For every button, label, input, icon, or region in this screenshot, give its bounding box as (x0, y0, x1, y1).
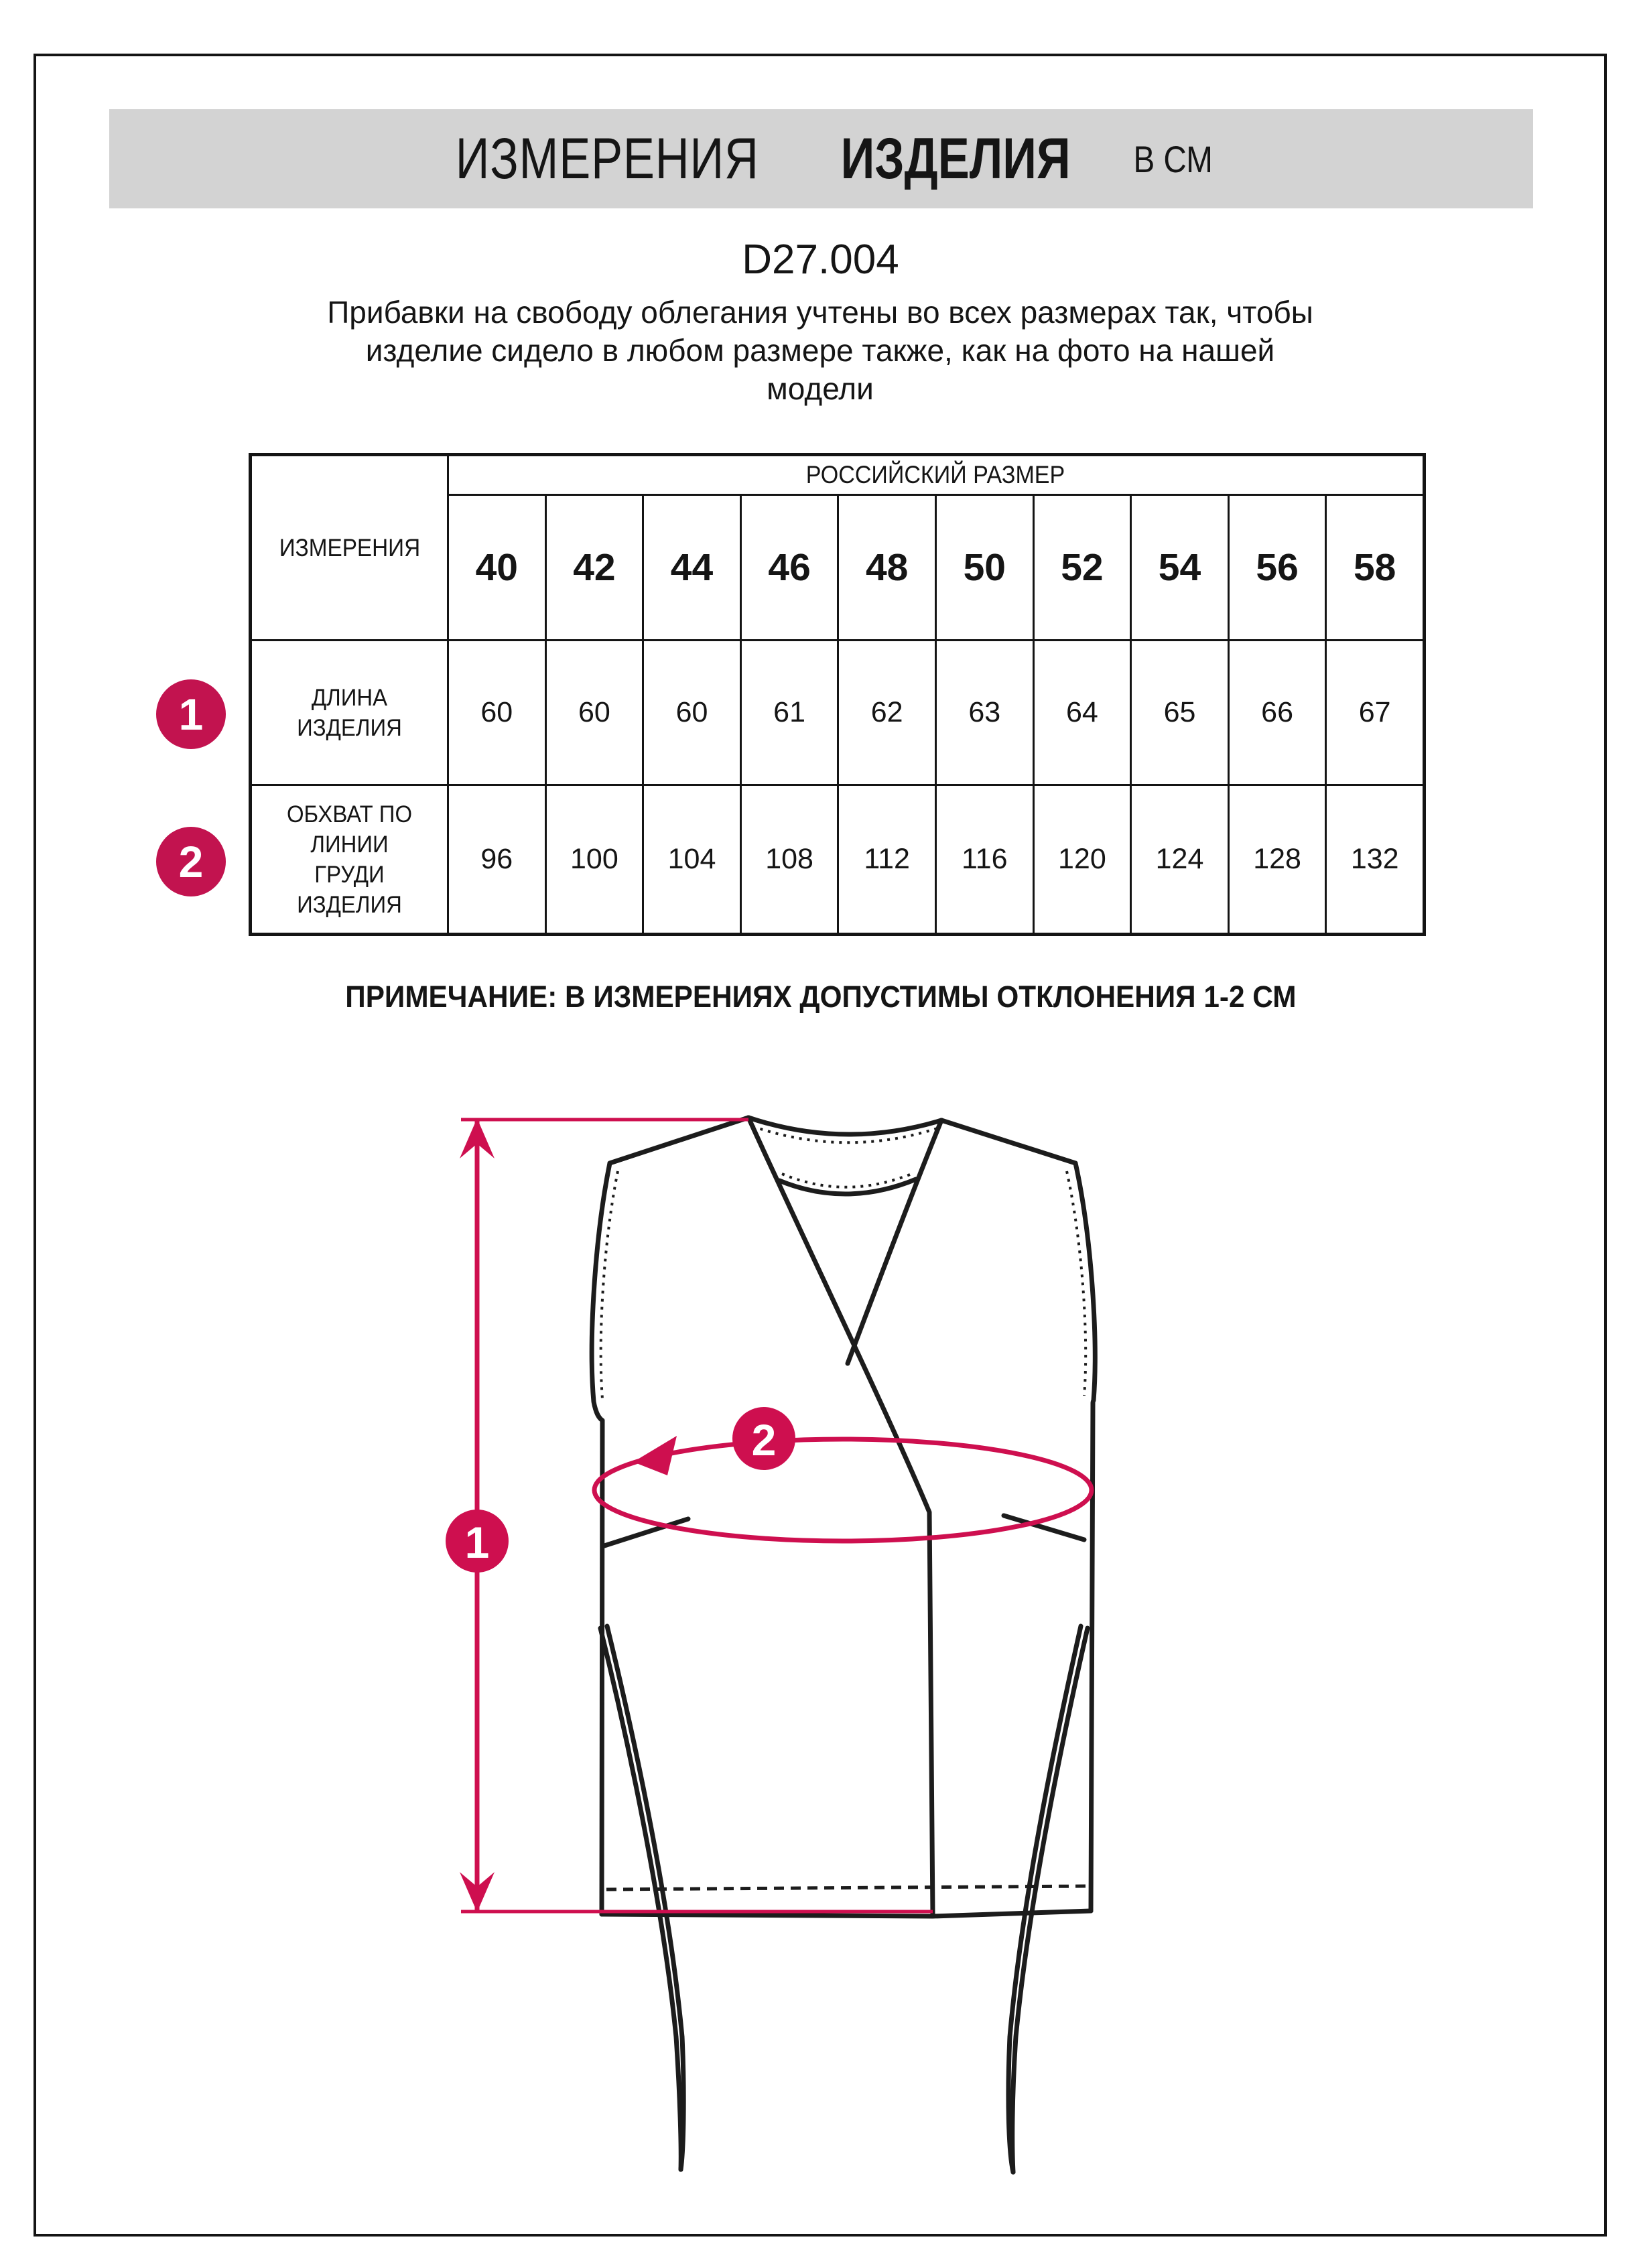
measure-row-label: ДЛИНА ИЗДЕЛИЯ (252, 641, 447, 784)
size-column-header: 54 (1132, 496, 1228, 639)
stitch-lines (601, 1126, 1088, 1889)
measurement-indicators (446, 1118, 1092, 1912)
tolerance-note: ПРИМЕЧАНИЕ: В ИЗМЕРЕНИЯХ ДОПУСТИМЫ ОТКЛОНЕНИЯ 1-2 СМ (344, 980, 1297, 1014)
measure-value: 96 (449, 786, 545, 933)
fit-note-line: модели (767, 371, 874, 406)
under-lapel-edge (848, 1120, 941, 1363)
measure-value: 65 (1132, 641, 1228, 784)
size-column-header: 46 (742, 496, 838, 639)
measure-value: 116 (937, 786, 1033, 933)
fit-note-line: Прибавки на свободу облегания учтены во всех размерах так, чтобы (327, 295, 1313, 330)
right-shoulder-line (941, 1120, 1075, 1163)
measure-value: 67 (1327, 641, 1423, 784)
measure-value: 124 (1132, 786, 1228, 933)
page-title-unit: В СМ (1133, 137, 1213, 180)
left-tie (600, 1628, 681, 2170)
measure-1-badge: 1 (156, 679, 226, 749)
size-column-header: 50 (937, 496, 1033, 639)
size-column-header: 52 (1035, 496, 1130, 639)
measure-value: 100 (547, 786, 643, 933)
hem-stitching (606, 1886, 1088, 1889)
measure-value: 60 (547, 641, 643, 784)
right-tie (1012, 1628, 1088, 2172)
left-shoulder-line (610, 1118, 748, 1163)
size-column-header: 42 (547, 496, 643, 639)
size-column-header: 40 (449, 496, 545, 639)
size-column-header: 44 (644, 496, 740, 639)
wrap-front-edge (748, 1118, 933, 1915)
back-neckline (748, 1118, 941, 1134)
page-title: ИЗМЕРЕНИЯ (456, 126, 760, 191)
diagram-marker-2-label: 2 (751, 1415, 777, 1465)
model-code: D27.004 (742, 237, 899, 283)
diagram-marker-1-label: 1 (464, 1518, 490, 1567)
size-table (249, 453, 1426, 936)
title-banner (109, 109, 1533, 208)
right-side-seam (1091, 1403, 1093, 1911)
measure-value: 128 (1230, 786, 1325, 933)
size-column-header: 56 (1230, 496, 1325, 639)
measure-value: 66 (1230, 641, 1325, 784)
measure-value: 60 (449, 641, 545, 784)
measure-value: 61 (742, 641, 838, 784)
measure-value: 60 (644, 641, 740, 784)
page-title-emphasis: ИЗДЕЛИЯ (840, 126, 1071, 191)
measure-row-label: ОБХВАТ ПО ЛИНИИ ГРУДИ ИЗДЕЛИЯ (252, 786, 447, 933)
measure-value: 108 (742, 786, 838, 933)
size-column-header: 58 (1327, 496, 1423, 639)
fit-note-line: изделие сидело в любом размере также, как на фото на нашей (365, 333, 1275, 368)
size-column-header: 48 (839, 496, 935, 639)
table-corner-header: ИЗМЕРЕНИЯ (252, 456, 447, 639)
fit-note (231, 293, 1410, 408)
measure-value: 64 (1035, 641, 1130, 784)
measure-value: 112 (839, 786, 935, 933)
measure-value: 63 (937, 641, 1033, 784)
measure-value: 120 (1035, 786, 1130, 933)
measure-value: 132 (1327, 786, 1423, 933)
arrow-left-icon (633, 1436, 677, 1475)
garment-diagram (429, 1085, 1139, 2211)
right-armhole (1075, 1163, 1095, 1403)
measure-value: 62 (839, 641, 935, 784)
table-size-group-header: РОССИЙСКИЙ РАЗМЕР (449, 456, 1423, 494)
measure-2-badge: 2 (156, 827, 226, 896)
garment-outline (592, 1118, 1095, 2172)
measure-value: 104 (644, 786, 740, 933)
inner-neck-seam (779, 1179, 916, 1194)
